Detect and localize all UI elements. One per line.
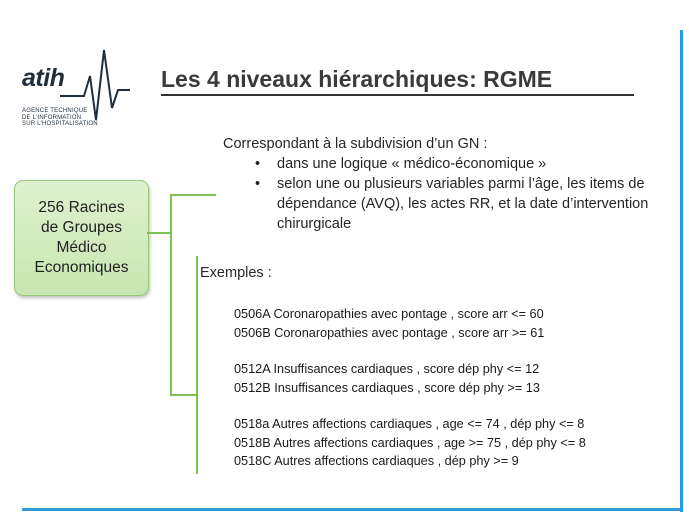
bullet-icon: • — [255, 176, 261, 192]
connector-line — [147, 232, 170, 234]
logo-subtitle-line: SUR L'HOSPITALISATION — [22, 121, 98, 127]
bullet-text: selon une ou plusieurs variables parmi l’âge, les items de dépendance (AVQ), les actes RR, et la date d’intervention chirurgicale — [277, 176, 649, 232]
logo-subtitle — [22, 108, 98, 128]
description-intro: Correspondant à la subdivision d’un GN : — [223, 136, 488, 152]
example-line: 0518B Autres affections cardiaques , age >= 75 , dép phy <= 8 — [234, 435, 586, 450]
connector-line — [170, 194, 172, 396]
example-line: 0512A Insuffisances cardiaques , score dép phy <= 12 — [234, 362, 540, 376]
examples-group-0506 — [234, 305, 544, 342]
example-line: 0512B Insuffisances cardiaques , score dép phy >= 13 — [234, 380, 540, 395]
examples-bracket-line — [196, 256, 198, 474]
title-underline — [161, 94, 634, 96]
example-line: 0518C Autres affections cardiaques , dép phy >= 9 — [234, 454, 519, 468]
page-title: Les 4 niveaux hiérarchiques: RGME — [161, 66, 553, 92]
right-border-line — [680, 30, 683, 512]
connector-line — [170, 194, 216, 196]
examples-group-0518 — [234, 415, 586, 471]
box-line: 256 Racines — [38, 199, 125, 216]
box-line: Economiques — [34, 259, 129, 276]
examples-title: Exemples : — [200, 265, 272, 281]
example-line: 0506A Coronaropathies avec pontage , score arr <= 60 — [234, 307, 544, 321]
example-line: 0518a Autres affections cardiaques , age <= 74 , dép phy <= 8 — [234, 417, 585, 431]
example-line: 0506B Coronaropathies avec pontage , score arr >= 61 — [234, 325, 545, 340]
examples-group-0512 — [234, 360, 540, 397]
box-line: Médico — [56, 239, 107, 256]
logo-subtitle-line: DE L'INFORMATION — [22, 114, 82, 121]
bullet-text: dans une logique « médico-économique » — [277, 156, 547, 172]
rgme-box — [14, 180, 149, 296]
bullet-item — [255, 154, 657, 174]
bullet-item — [255, 174, 657, 234]
bullet-icon: • — [255, 156, 261, 172]
connector-line — [170, 394, 196, 396]
logo-wordmark: atih — [22, 64, 65, 92]
description-block — [223, 134, 657, 234]
logo-subtitle-line: AGENCE TECHNIQUE — [22, 108, 88, 114]
box-line: de Groupes — [40, 219, 122, 236]
description-bullets — [223, 154, 657, 234]
bottom-border-line — [22, 508, 682, 511]
